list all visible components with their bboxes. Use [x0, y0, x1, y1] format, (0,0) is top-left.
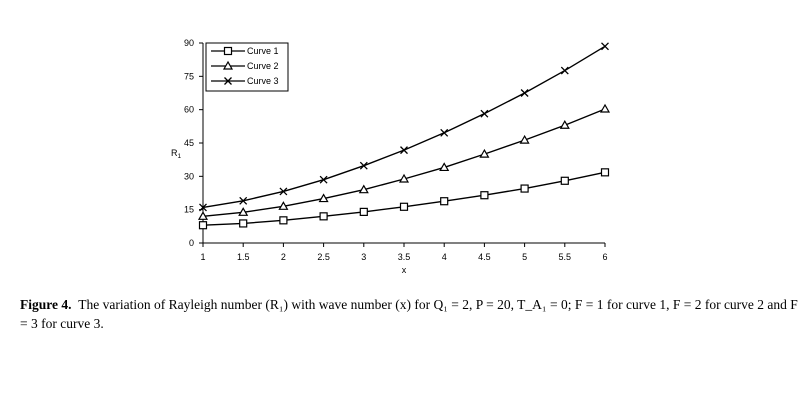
data-point-s3-10 [561, 67, 568, 74]
y-axis-title: $R_1$ [171, 148, 182, 160]
x-tick-label: 5.5 [558, 252, 572, 262]
legend-label-1: Curve 1 [247, 46, 279, 56]
x-tick-label: 4 [441, 252, 447, 262]
data-point-s1-1 [200, 222, 207, 229]
y-tick-label: 15 [183, 204, 194, 215]
data-point-s1-3 [280, 217, 287, 224]
data-point-s1-2 [240, 220, 247, 227]
y-tick-label: 90 [183, 38, 194, 48]
caption-lead: Figure 4. [20, 297, 72, 312]
x-tick-label: 1 [200, 252, 206, 262]
x-tick-label: 5 [522, 252, 528, 262]
x-tick-label: 4.5 [478, 252, 491, 262]
data-point-s1-8 [481, 192, 488, 199]
series-line-2 [203, 109, 605, 216]
data-point-s3-5 [360, 162, 367, 169]
data-point-s1-11 [602, 169, 609, 176]
x-tick-label: 2 [280, 252, 286, 262]
data-point-s1-7 [441, 198, 448, 205]
legend-label-2: Curve 2 [247, 61, 279, 71]
y-tick-label: 0 [188, 238, 194, 248]
data-point-s3-9 [521, 90, 528, 97]
legend-label-3: Curve 3 [247, 76, 279, 86]
x-axis-title: x [401, 265, 407, 275]
data-point-s2-11 [601, 105, 609, 112]
data-point-s1-5 [360, 208, 367, 215]
y-tick-label: 45 [183, 138, 194, 148]
y-tick-label: 60 [183, 104, 194, 115]
data-point-s1-9 [521, 185, 528, 192]
data-point-s3-8 [481, 110, 488, 117]
x-tick-label: 1.5 [236, 252, 250, 262]
data-point-s1-10 [561, 177, 568, 184]
data-point-s3-6 [401, 147, 408, 154]
x-tick-label: 2.5 [317, 252, 330, 262]
y-tick-label: 30 [183, 171, 194, 182]
data-point-s1-6 [401, 203, 408, 210]
figure-caption [20, 295, 800, 333]
y-tick-label: 75 [183, 71, 194, 82]
x-tick-label: 6 [602, 252, 608, 262]
x-tick-label: 3.5 [397, 252, 411, 262]
data-point-s3-11 [602, 43, 609, 50]
data-point-s3-7 [441, 129, 448, 136]
x-tick-label: 3 [361, 252, 367, 262]
caption-text: The variation of Rayleigh number (R₁) with wave number (x) for Q₁ = 2, P = 20, T_A₁ = 0; F = 1 for curve 1, F = 2 for curve 2 and F = 3 for curve 3. [20, 297, 798, 331]
data-point-s1-4 [320, 213, 327, 220]
legend-marker-1 [225, 48, 232, 55]
